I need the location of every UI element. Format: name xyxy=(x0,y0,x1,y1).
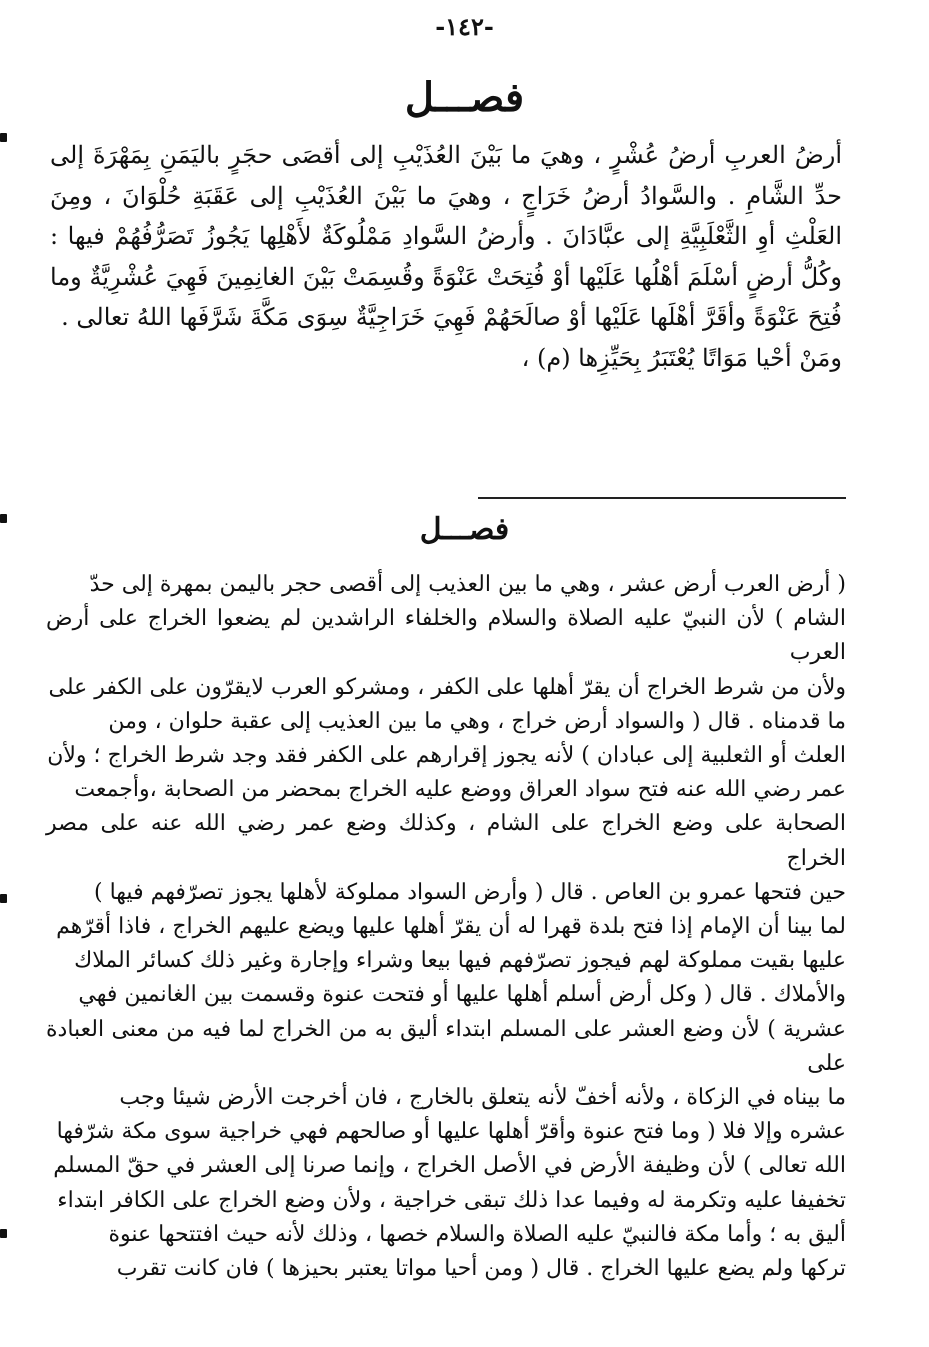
sharh-line: ( أرض العرب أرض عشر ، وهي ما بين العذيب إلى أقصى حجر باليمن بمهرة إلى حدّ xyxy=(89,572,846,597)
scan-margin-mark xyxy=(0,1229,7,1238)
sharh-line: تركها ولم يضع عليها الخراج . قال ( ومن أحيا مواتا يعتبر بحيزها ) فان كانت تقرب xyxy=(116,1256,846,1282)
section-heading-sharh: فصـــل xyxy=(419,512,510,547)
sharh-line: ما بيناه في الزكاة ، ولأنه أخفّ لأنه يتعلق بالخارج ، فان أخرجت الأرض شيئا وجب xyxy=(119,1085,846,1111)
page-number: -١٤٢- xyxy=(435,12,494,41)
sharh-text-block xyxy=(46,568,846,1286)
sharh-line: ما قدمناه . قال ( والسواد أرض خراج ، وهي ما بين العذيب إلى عقبة حلوان ، ومن xyxy=(108,708,846,734)
section-divider xyxy=(478,497,846,499)
matn-verse: ومَنْ أحْيا مَوَاتًا يُعْتَبَرُ بِحَيِّزِها (م) ، xyxy=(521,343,842,372)
sharh-line: أليق به ؛ وأما مكة فالنبيّ عليه الصلاة والسلام خصها ، وذلك لأنه حيث افتتحها عنوة xyxy=(108,1221,846,1247)
sharh-line: لما بينا أن الإمام إذا فتح بلدة قهرا له أن يقرّ أهلها عليها ويضع عليهم الخراج ، فاذا أقرّهم xyxy=(56,914,846,940)
sharh-line: الله تعالى ) لأن وظيفة الأرض في الأصل الخراج ، وإنما صرنا إلى العشر في حقّ المسلم xyxy=(53,1153,846,1179)
sharh-line: والأملاك . قال ( وكل أرض أسلم أهلها عليها أو فتحت عنوة وقسمت بين الغانمين فهي xyxy=(78,982,846,1008)
sharh-line: تخفيفا عليه وتكرمة له وفيما عدا ذلك تبقى خراجية ، ولأن وضع الخراج على الكافر ابتداء xyxy=(57,1187,846,1213)
section-heading-matn: فصـــل xyxy=(404,74,525,121)
scan-margin-mark xyxy=(0,514,7,523)
scan-margin-mark xyxy=(0,133,7,142)
sharh-line: الشام ) لأن النبيّ عليه الصلاة والسلام والخلفاء الراشدين لم يضعوا الخراج على أرض العرب xyxy=(46,606,846,666)
sharh-line: ولأن من شرط الخراج أن يقرّ أهلها على الكفر ، ومشركو العرب لايقرّون على الكفر على xyxy=(48,674,846,700)
matn-paragraph: أرضُ العربِ أرضُ عُشْرٍ ، وهيَ ما بَيْنَ العُذَيْبِ إلى أقصَى حجَرٍ باليَمَنِ بِمَهْرَةَ إلى حدِّ الشَّامِ . والسَّوادُ أرضُ خَرَاجٍ ، وهيَ ما بَيْنَ العُذَيْبِ إلى عَقَبَةِ حُلْوَانَ ، ومِنَ العَلْثِ أوِ الثَّعْلَبِيَّةِ إلى عبَّادَانَ . وأرضُ السَّوادِ مَمْلُوكَةٌ لأَهْلِها يَجُوزُ تَصَرُّفُهُمْ فيها : وكُلُّ أرضٍ أسْلَمَ أهْلُها عَلَيْها أوْ فُتِحَتْ عَنْوَةً وقُسِمَتْ بَيْنَ الغانِمِينَ فَهِيَ عُشْرِيَّةٌ وما فُتِحَ عَنْوَةً وأقَرَّ أهْلَها عَلَيْها أوْ صالَحَهُمْ فَهِيَ خَرَاجِيَّةٌ سِوَى مَكَّةَ شَرَّفَها اللهُ تعالى . xyxy=(50,141,843,331)
sharh-line: عمر رضي الله عنه فتح سواد العراق ووضع عليه الخراج بمحضر من الصحابة ،وأجمعت xyxy=(74,777,846,803)
sharh-line: عليها بقيت مملوكة لهم فيجوز تصرّفهم فيها بيعا وشراء وإجارة وغير ذلك كسائر الملاك xyxy=(74,948,846,974)
matn-text-block xyxy=(50,135,842,378)
sharh-line: عشره وإلا فلا ( وما فتح عنوة وأقرّ أهلها عليها أو صالحهم فهي خراجية سوى مكة شرّفها xyxy=(56,1119,846,1145)
sharh-line: حين فتحها عمرو بن العاص . قال ( وأرض السواد مملوكة لأهلها يجوز تصرّفهم فيها ) xyxy=(94,879,846,905)
sharh-line: عشرية ) لأن وضع العشر على المسلم ابتداء أليق به من الخراج لما فيه من معنى العبادة على xyxy=(46,1016,846,1076)
sharh-line: العلث أو الثعلبية إلى عبادان ) لأنه يجوز إقرارهم على الكفر فقد وجد شرط الخراج ؛ ولأن xyxy=(47,743,846,769)
scan-margin-mark xyxy=(0,894,7,903)
sharh-line: الصحابة على وضع الخراج على الشام ، وكذلك وضع عمر رضي الله عنه على مصر الخراج xyxy=(46,811,846,871)
